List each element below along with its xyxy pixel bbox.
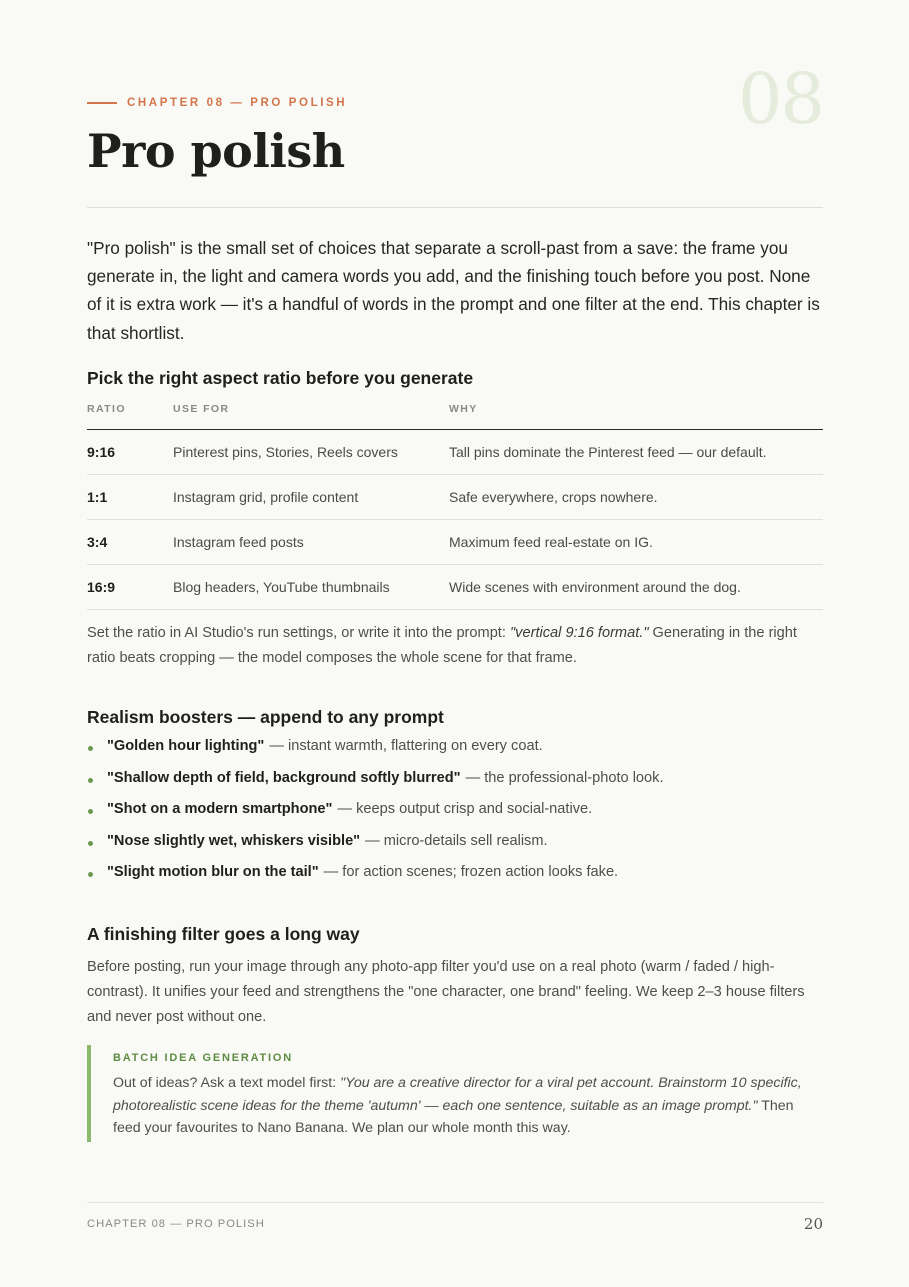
aspect-ratio-heading: Pick the right aspect ratio before you generate [87, 368, 474, 388]
chapter-number-watermark: 08 [737, 58, 823, 140]
booster-phrase: "Shot on a modern smartphone" [107, 801, 333, 817]
booster-phrase: "Slight motion blur on the tail" [107, 864, 319, 880]
use-cell: Instagram feed posts [173, 520, 449, 565]
list-item [87, 801, 664, 833]
why-cell: Maximum feed real-estate on IG. [449, 520, 823, 565]
booster-phrase: "Golden hour lighting" [107, 738, 265, 754]
why-cell: Safe everywhere, crops nowhere. [449, 475, 823, 520]
use-cell: Instagram grid, profile content [173, 475, 449, 520]
page-title: Pro polish [87, 124, 345, 178]
aspect-ratio-note [87, 621, 823, 671]
column-header-use: USE FOR [173, 397, 449, 430]
callout-box [87, 1045, 827, 1142]
booster-description: — micro-details sell realism. [365, 832, 548, 849]
filter-heading: A finishing filter goes a long way [87, 924, 360, 944]
list-item [87, 833, 664, 865]
list-item [87, 738, 664, 770]
ratio-cell: 9:16 [87, 430, 173, 475]
note-quote: "vertical 9:16 format." [509, 625, 649, 641]
table-row [87, 565, 823, 610]
booster-description: — instant warmth, flattering on every coat. [269, 738, 543, 754]
callout-tail: Then feed your favourites to Nano Banana. We plan our whole month this way. [113, 1097, 794, 1136]
aspect-ratio-table [87, 397, 823, 610]
bullet-dot [88, 778, 93, 783]
page-number: 20 [803, 1215, 823, 1233]
realism-heading: Realism boosters — append to any prompt [87, 707, 444, 727]
column-header-why: WHY [449, 397, 823, 430]
kicker-dash [87, 102, 117, 104]
booster-phrase: "Nose slightly wet, whiskers visible" [107, 832, 361, 849]
why-cell: Wide scenes with environment around the dog. [449, 565, 823, 610]
callout-quote: "You are a creative director for a viral pet account. Brainstorm 10 specific, photorealistic scene ideas for the theme 'autumn' — each one sentence, suitable as an image prompt." [113, 1075, 802, 1114]
bullet-dot [88, 809, 93, 814]
table-row [87, 475, 823, 520]
callout-label: BATCH IDEA GENERATION [113, 1052, 293, 1064]
list-item [87, 864, 664, 896]
booster-description: — the professional-photo look. [465, 769, 664, 786]
booster-description: — keeps output crisp and social-native. [337, 801, 593, 817]
table-header-row [87, 397, 823, 430]
list-item [87, 770, 664, 802]
bullet-dot [88, 872, 93, 877]
use-cell: Blog headers, YouTube thumbnails [173, 565, 449, 610]
callout-text [113, 1072, 813, 1140]
ratio-cell: 3:4 [87, 520, 173, 565]
use-cell: Pinterest pins, Stories, Reels covers [173, 430, 449, 475]
column-header-ratio: RATIO [87, 397, 173, 430]
note-text-after: Generating in the right ratio beats cropping — the model composes the whole scene for that frame. [87, 625, 797, 666]
booster-phrase: "Shallow depth of field, background softly blurred" [107, 769, 461, 786]
table-row [87, 520, 823, 565]
kicker-text: CHAPTER 08 — PRO POLISH [127, 97, 348, 109]
realism-boosters-list [87, 738, 664, 896]
chapter-kicker [87, 97, 347, 109]
intro-paragraph: "Pro polish" is the small set of choices that separate a scroll-past from a save: the frame you generate in, the light and camera words you add, and the finishing touch before you post. None of it is extra work — it's a handful of words in the prompt and one filter at the end. This chapter is that shortlist. [87, 238, 820, 343]
booster-description: — for action scenes; frozen action looks fake. [323, 864, 619, 880]
callout-lead: Out of ideas? Ask a text model first: [113, 1075, 341, 1091]
filter-paragraph: Before posting, run your image through any photo-app filter you'd use on a real photo (warm / faded / high-contrast). It unifies your feed and strengthens the "one character, one brand" feeling. We keep 2–3 house filters and never post without one. [87, 959, 805, 1025]
note-text-before: Set the ratio in AI Studio's run settings, or write it into the prompt: [87, 625, 510, 641]
ratio-cell: 1:1 [87, 475, 173, 520]
footer-divider [87, 1202, 823, 1203]
bullet-dot [88, 746, 93, 751]
why-cell: Tall pins dominate the Pinterest feed — our default. [449, 430, 823, 475]
footer-chapter-label: CHAPTER 08 — PRO POLISH [87, 1218, 265, 1230]
title-divider [87, 207, 823, 208]
bullet-dot [88, 841, 93, 846]
ratio-cell: 16:9 [87, 565, 173, 610]
table-row [87, 430, 823, 475]
